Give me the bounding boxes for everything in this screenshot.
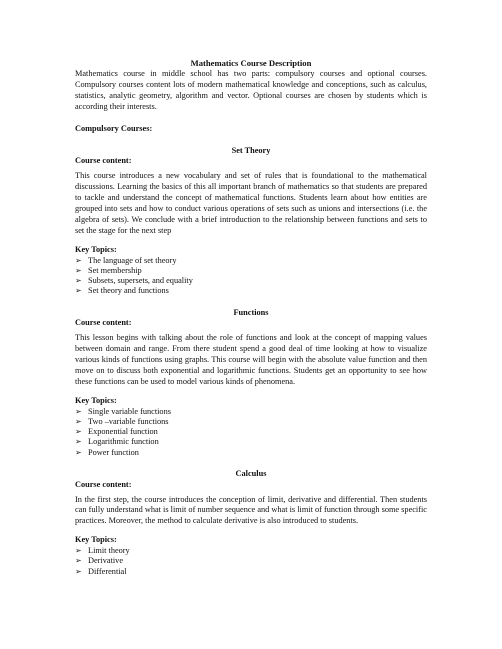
section-calculus <box>75 469 427 577</box>
right-arrow-bullet-icon: ➢ <box>75 265 82 275</box>
section-title: Functions <box>233 307 269 317</box>
key-topics-list <box>75 546 427 577</box>
section-set-theory <box>75 146 427 297</box>
topic-text: Two –variable functions <box>88 416 169 426</box>
right-arrow-bullet-icon: ➢ <box>75 556 82 566</box>
list-item <box>75 407 427 417</box>
right-arrow-bullet-icon: ➢ <box>75 416 82 426</box>
list-item <box>75 556 427 566</box>
list-item <box>75 567 427 577</box>
section-title: Calculus <box>235 468 267 478</box>
list-item <box>75 448 427 458</box>
topic-text: Set theory and functions <box>88 286 169 296</box>
key-topics-list <box>75 256 427 297</box>
right-arrow-bullet-icon: ➢ <box>75 427 82 437</box>
list-item <box>75 427 427 437</box>
document-title: Mathematics Course Description <box>190 58 312 68</box>
topic-text: Derivative <box>88 556 124 566</box>
list-item <box>75 286 427 296</box>
list-item <box>75 266 427 276</box>
topic-text: Differential <box>88 566 127 576</box>
right-arrow-bullet-icon: ➢ <box>75 276 82 286</box>
key-topics-label: Key Topics: <box>75 535 117 545</box>
list-item <box>75 437 427 447</box>
course-content-paragraph: This lesson begins with talking about the role of functions and look at the concept of mapping values between domain and range. From there student spend a good deal of time looking at how to visualize various kinds of functions using graphs. This course will begin with the absolute value function and then move on to discuss both exponential and logarithmic functions. Students get an opportunity to see how these functions can be used to model various kinds of phenomena. <box>75 333 427 386</box>
course-content-paragraph: In the first step, the course introduces the conception of limit, derivative and differential. Then students can fully understand what is limit of number sequence and what is limit of function through some specific practices. Moreover, the method to calculate derivative is also introduced to students. <box>75 494 427 526</box>
course-content-label: Course content: <box>75 318 132 328</box>
key-topics-label: Key Topics: <box>75 395 117 405</box>
right-arrow-bullet-icon: ➢ <box>75 437 82 447</box>
right-arrow-bullet-icon: ➢ <box>75 286 82 296</box>
right-arrow-bullet-icon: ➢ <box>75 406 82 416</box>
key-topics-list <box>75 407 427 458</box>
course-content-paragraph: This course introduces a new vocabulary and set of rules that is foundational to the mathematical discussions. Learning the basics of this all important branch of mathematics so that students are prepared to tackle and understand the concept of mathematical functions. Students learn about how entities are grouped into sets and how to conduct various operations of sets such as unions and intersections (i.e. the algebra of sets). We conclude with a brief introduction to the relationship between functions and sets to set the stage for the next step <box>75 171 427 235</box>
section-title: Set Theory <box>231 145 271 155</box>
topic-text: Exponential function <box>88 427 158 437</box>
topic-text: Single variable functions <box>88 406 171 416</box>
right-arrow-bullet-icon: ➢ <box>75 546 82 556</box>
list-item <box>75 276 427 286</box>
intro-paragraph: Mathematics course in middle school has two parts: compulsory courses and optional courses. Compulsory courses content lots of modern mathematical knowledge and conceptions, such as calculus, statistics, analytic geometry, algorithm and vector. Optional courses are chosen by students which is according their interests. <box>75 69 427 111</box>
topic-text: Set membership <box>88 265 142 275</box>
topic-text: The language of set theory <box>88 255 177 265</box>
compulsory-heading: Compulsory Courses: <box>75 123 153 133</box>
list-item <box>75 417 427 427</box>
list-item <box>75 256 427 266</box>
topic-text: Subsets, supersets, and equality <box>88 276 193 286</box>
course-content-label: Course content: <box>75 156 132 166</box>
topic-text: Limit theory <box>88 546 130 556</box>
course-content-label: Course content: <box>75 479 132 489</box>
topic-text: Logarithmic function <box>88 437 159 447</box>
topic-text: Power function <box>88 447 139 457</box>
document-page <box>75 58 427 577</box>
right-arrow-bullet-icon: ➢ <box>75 255 82 265</box>
section-functions <box>75 308 427 458</box>
list-item <box>75 546 427 556</box>
right-arrow-bullet-icon: ➢ <box>75 447 82 457</box>
right-arrow-bullet-icon: ➢ <box>75 566 82 576</box>
key-topics-label: Key Topics: <box>75 244 117 254</box>
